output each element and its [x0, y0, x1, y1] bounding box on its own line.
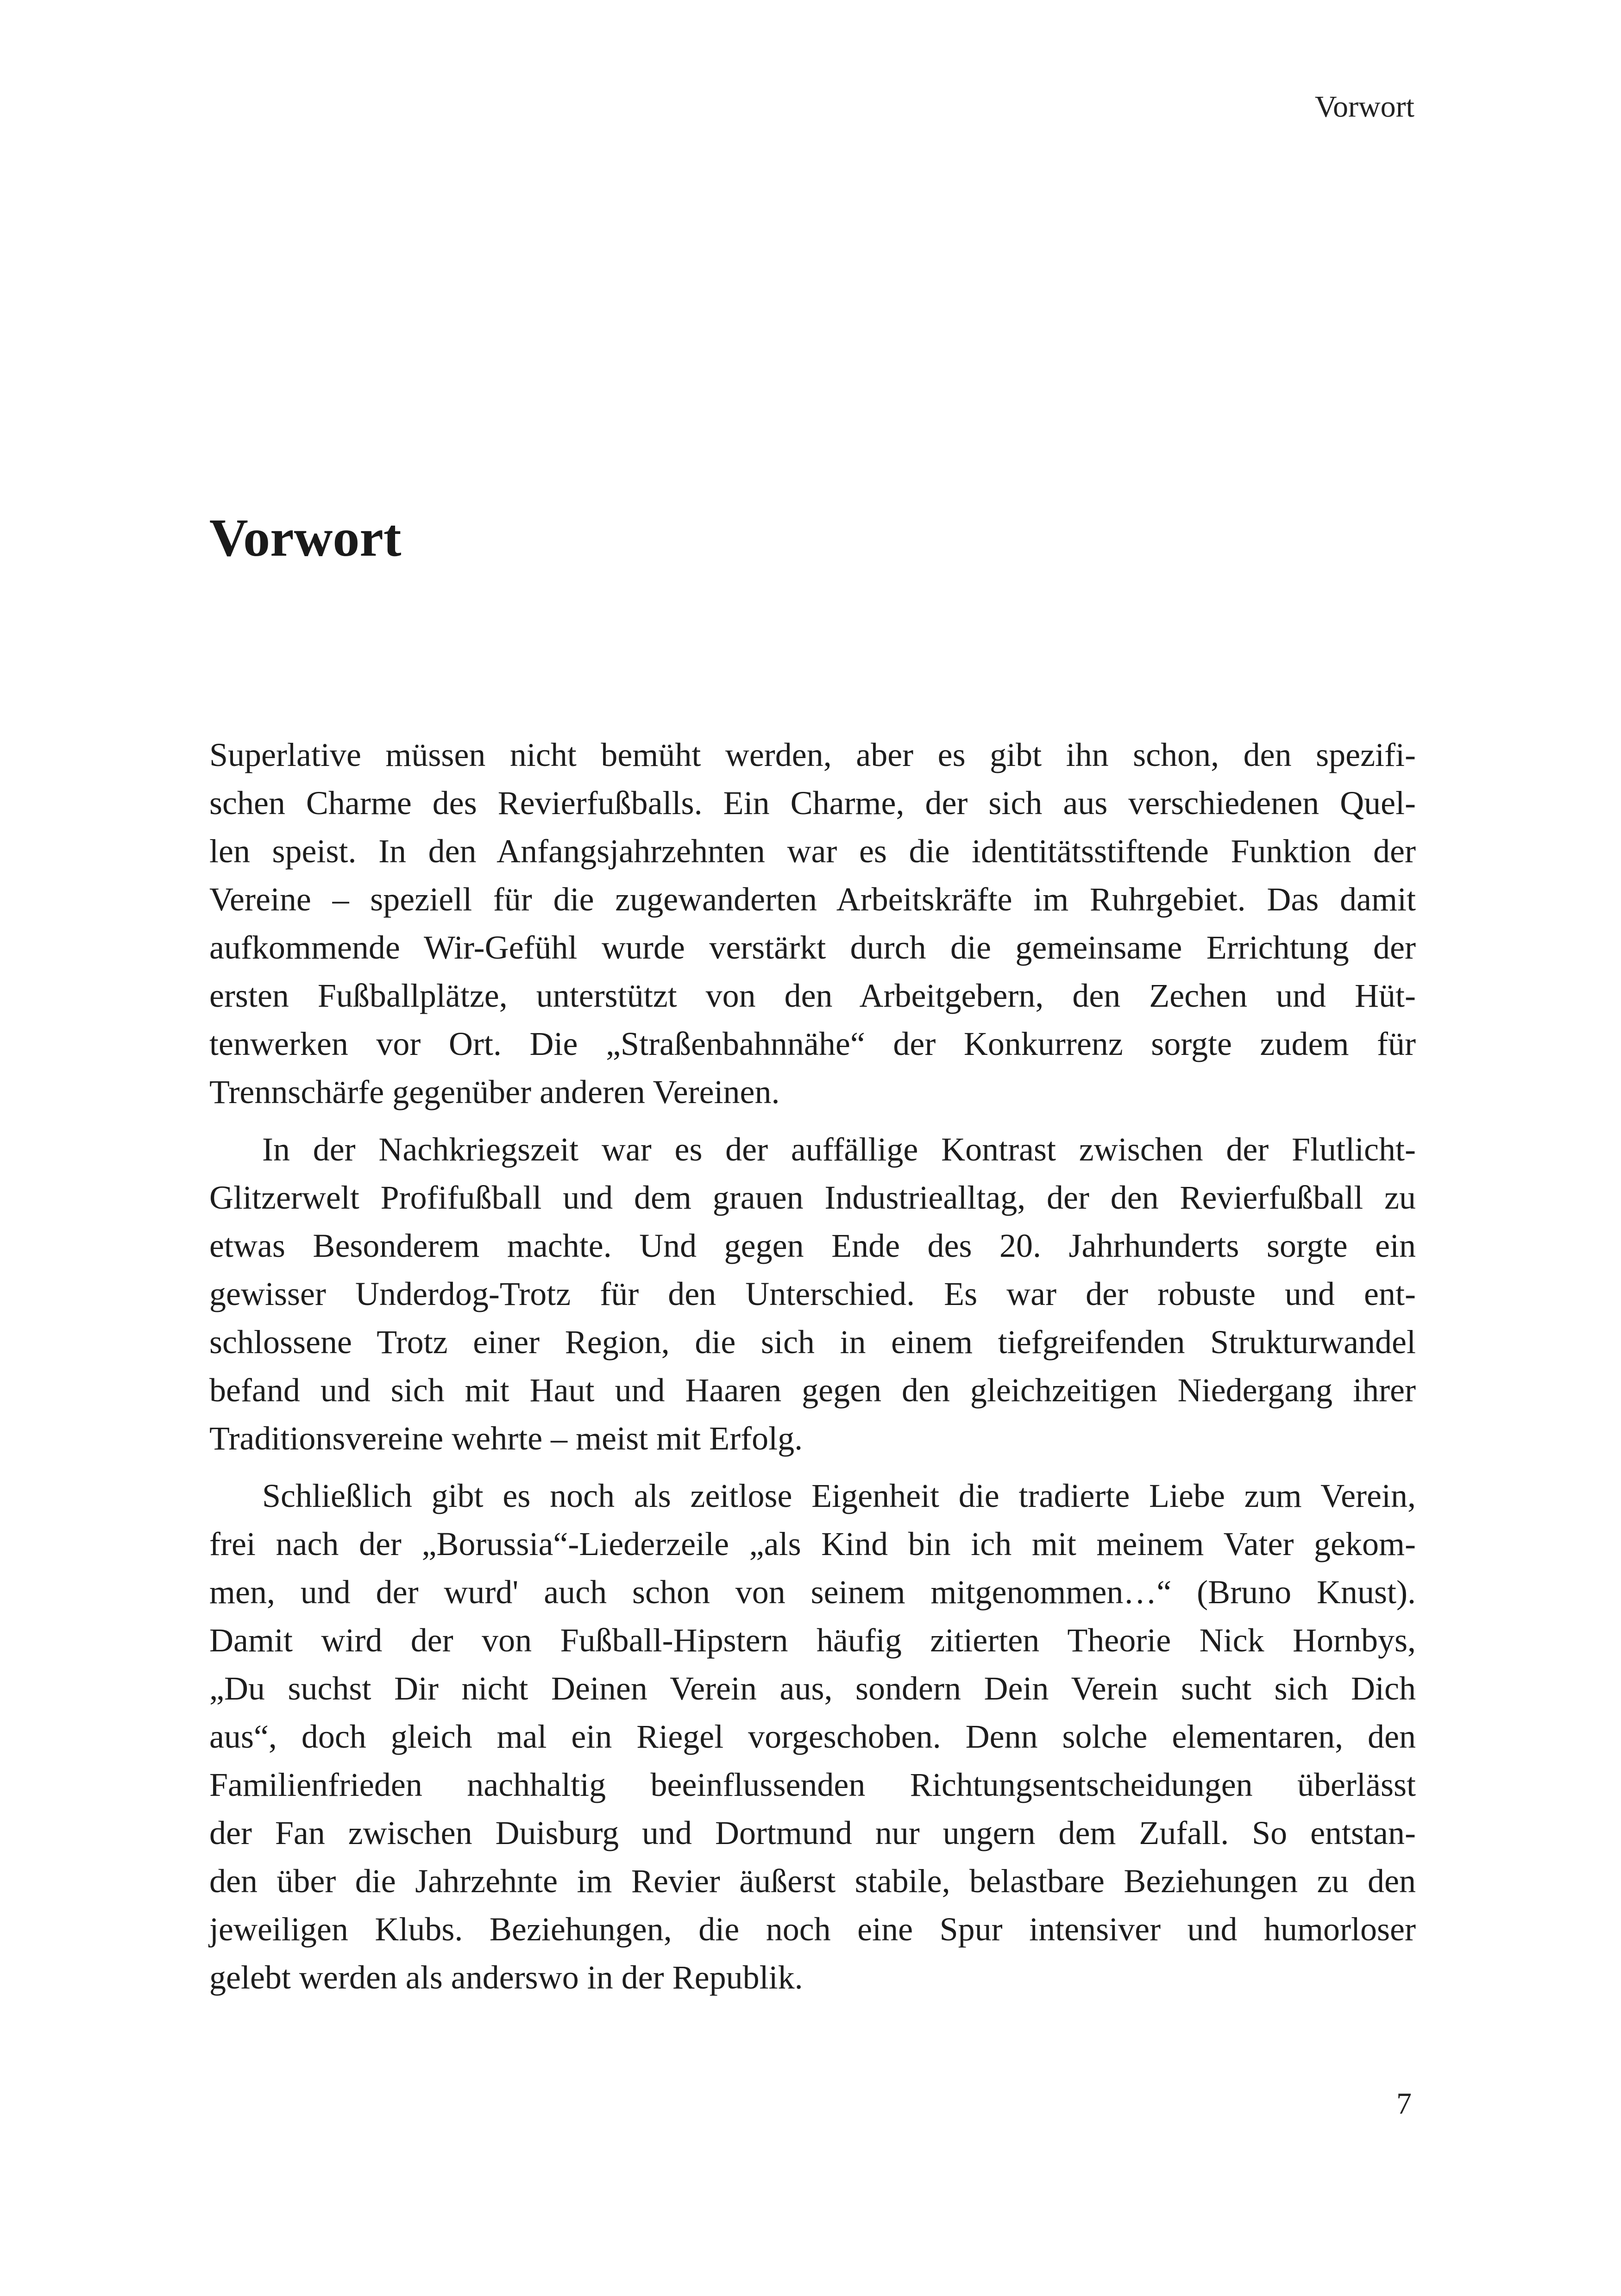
text-line: gelebt werden als anderswo in der Republik.	[209, 1959, 803, 1996]
text-line: Damit wird der von Fußball-Hipstern häufig zitierten Theorie Nick Hornbys,	[209, 1622, 1416, 1659]
text-line: men, und der wurd' auch schon von seinem mitgenommen…“ (Bruno Knust).	[209, 1574, 1416, 1611]
text-line: tenwerken vor Ort. Die „Straßenbahnnähe“ der Konkurrenz sorgte zudem für	[209, 1025, 1416, 1062]
text-line: jeweiligen Klubs. Beziehungen, die noch eine Spur intensiver und humorloser	[209, 1911, 1416, 1948]
chapter-title: Vorwort	[209, 508, 402, 568]
text-line: ersten Fußballplätze, unterstützt von den Arbeitgebern, den Zechen und Hüt-	[209, 977, 1416, 1014]
text-line: aus“, doch gleich mal ein Riegel vorgeschoben. Denn solche elementaren, den	[209, 1718, 1416, 1755]
text-line: Familienfrieden nachhaltig beeinflussenden Richtungsentscheidungen überlässt	[209, 1766, 1416, 1803]
text-line: Traditionsvereine wehrte – meist mit Erfolg.	[209, 1420, 803, 1457]
text-line: „Du suchst Dir nicht Deinen Verein aus, sondern Dein Verein sucht sich Dich	[209, 1670, 1416, 1707]
text-line: Superlative müssen nicht bemüht werden, aber es gibt ihn schon, den spezifi-	[209, 736, 1416, 773]
text-line: der Fan zwischen Duisburg und Dortmund nur ungern dem Zufall. So entstan-	[209, 1814, 1416, 1851]
text-line: len speist. In den Anfangsjahrzehnten war es die identitätsstiftende Funktion der	[209, 833, 1416, 870]
text-line: Glitzerwelt Profifußball und dem grauen Industriealltag, der den Revierfußball zu	[209, 1179, 1416, 1216]
text-line: frei nach der „Borussia“-Liederzeile „als Kind bin ich mit meinem Vater gekom-	[209, 1525, 1416, 1562]
text-line: Vereine – speziell für die zugewanderten Arbeitskräfte im Ruhrgebiet. Das damit	[209, 881, 1416, 918]
page-number: 7	[1396, 2087, 1412, 2120]
text-line: aufkommende Wir-Gefühl wurde verstärkt durch die gemeinsame Errichtung der	[209, 929, 1416, 966]
text-line: Schließlich gibt es noch als zeitlose Eigenheit die tradierte Liebe zum Verein,	[262, 1477, 1416, 1514]
text-line: In der Nachkriegszeit war es der auffällige Kontrast zwischen der Flutlicht-	[262, 1131, 1416, 1168]
text-line: den über die Jahrzehnte im Revier äußerst stabile, belastbare Beziehungen zu den	[209, 1863, 1416, 1900]
text-line: befand und sich mit Haut und Haaren gegen den gleichzeitigen Niedergang ihrer	[209, 1372, 1416, 1409]
text-line: schlossene Trotz einer Region, die sich in einem tiefgreifenden Strukturwandel	[209, 1324, 1416, 1361]
text-line: etwas Besonderem machte. Und gegen Ende des 20. Jahrhunderts sorgte ein	[209, 1227, 1416, 1264]
text-line: gewisser Underdog-Trotz für den Unterschied. Es war der robuste und ent-	[209, 1275, 1416, 1312]
running-head: Vorwort	[1314, 90, 1414, 124]
text-line: Trennschärfe gegenüber anderen Vereinen.	[209, 1073, 780, 1110]
text-line: schen Charme des Revierfußballs. Ein Charme, der sich aus verschiedenen Quel-	[209, 784, 1416, 822]
